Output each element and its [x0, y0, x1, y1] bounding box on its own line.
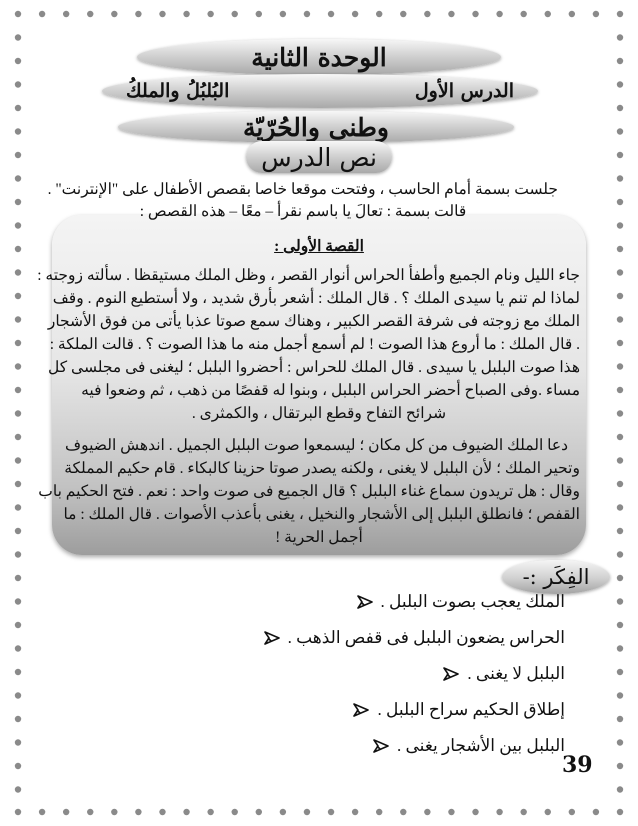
border-dot: [617, 11, 623, 17]
border-dot: [15, 528, 21, 534]
border-dot: [15, 410, 21, 416]
border-dot: [617, 622, 623, 628]
border-dot: [569, 11, 575, 17]
border-dot: [617, 786, 623, 792]
border-dot: [328, 11, 334, 17]
arrow-check-icon: [373, 738, 389, 754]
border-dot: [617, 363, 623, 369]
border-dot: [545, 11, 551, 17]
border-dot: [617, 105, 623, 111]
border-dot: [15, 105, 21, 111]
border-dot: [111, 809, 117, 815]
border-dot: [617, 739, 623, 745]
border-dot: [617, 716, 623, 722]
border-dot: [15, 669, 21, 675]
border-dot: [472, 809, 478, 815]
border-dot: [448, 809, 454, 815]
idea-item: [264, 628, 565, 648]
story-line: . قال الملك : ما أروع هذا الصوت ! لم أسمع أجمل منه ما هذا الصوت ؟ . قالت الملكة :: [49, 336, 580, 353]
lesson-banner: [102, 74, 538, 108]
border-dot: [207, 809, 213, 815]
story-line: القفص ؛ فانطلق البلبل إلى الأشجار والنخيل ، يغنى بأعذب الأصوات . قال الملك : ما: [63, 506, 580, 523]
border-dot: [424, 809, 430, 815]
border-dot: [15, 575, 21, 581]
border-dot: [545, 809, 551, 815]
border-dot: [15, 692, 21, 698]
border-dot: [15, 739, 21, 745]
border-dot: [15, 58, 21, 64]
story-line: جاء الليل ونام الجميع وأطفأ الحراس أنوار القصر ، وظل الملك مستيقظا . سألته زوجته :: [37, 267, 580, 284]
story-heading: القصة الأولى :: [274, 238, 364, 255]
border-dot: [87, 11, 93, 17]
border-dot: [617, 34, 623, 40]
border-dot: [304, 809, 310, 815]
border-dot: [617, 316, 623, 322]
border-dot: [472, 11, 478, 17]
border-dot: [617, 692, 623, 698]
border-dot: [400, 809, 406, 815]
lesson-name: البُلبُلُ والملكُ: [126, 80, 230, 102]
border-dot: [63, 11, 69, 17]
idea-text: الحراس يضعون البلبل فى قفص الذهب .: [287, 628, 565, 647]
border-dot: [15, 551, 21, 557]
border-dot: [15, 269, 21, 275]
border-dot: [617, 175, 623, 181]
story-line: الملك مع زوجته فى شرفة القصر الكبير ، وهناك سمع صوتا عذبا يأتى من فوق الأشجار: [47, 313, 580, 330]
border-dot: [496, 809, 502, 815]
arrow-check-icon: [264, 630, 280, 646]
arrow-check-icon: [353, 702, 369, 718]
border-dot: [15, 763, 21, 769]
intro-line-2: قالت بسمة : تعالَ يا باسم نقرأ – معًا – هذه القصص :: [139, 203, 467, 220]
border-dot: [617, 598, 623, 604]
border-dot: [617, 293, 623, 299]
border-dot: [207, 11, 213, 17]
border-dot: [617, 551, 623, 557]
border-dot: [617, 199, 623, 205]
border-dot: [617, 457, 623, 463]
border-dot: [617, 387, 623, 393]
border-dot: [352, 11, 358, 17]
story-line: وتحير الملك ؛ لأن البلبل لا يغنى ، ولكنه يصدر صوتا حزينا كالبكاء . قام حكيم المملكة: [64, 460, 580, 477]
border-dot: [15, 152, 21, 158]
border-dot: [256, 809, 262, 815]
border-dot: [15, 175, 21, 181]
border-dot: [15, 222, 21, 228]
border-dot: [15, 457, 21, 463]
border-dot: [520, 809, 526, 815]
border-dot: [15, 199, 21, 205]
border-dot: [617, 669, 623, 675]
border-dot: [617, 340, 623, 346]
border-dot: [232, 11, 238, 17]
border-dot: [15, 598, 21, 604]
border-dot: [15, 786, 21, 792]
border-dot: [617, 410, 623, 416]
idea-item: [357, 592, 565, 612]
border-dot: [520, 11, 526, 17]
border-dot: [15, 293, 21, 299]
border-dot: [15, 434, 21, 440]
ideas-title: [502, 560, 610, 594]
border-dot: [424, 11, 430, 17]
border-dot: [328, 809, 334, 815]
story-line: وقال : هل تريدون سماع غناء البلبل ؟ قال الجميع فى صوت واحد : نعم . فتح الحكيم باب: [38, 483, 580, 500]
idea-text: البلبل بين الأشجار يغنى .: [397, 736, 565, 755]
border-dot: [617, 269, 623, 275]
idea-text: الملك يعجب بصوت البلبل .: [380, 592, 565, 611]
border-dot: [448, 11, 454, 17]
border-dot: [183, 809, 189, 815]
border-dot: [496, 11, 502, 17]
border-dot: [617, 763, 623, 769]
story-line: مساء .وفى الصباح أحضر الحراس البلبل ، وبنوا له قفصًا من ذهب ، ثم وضعوا فيه: [81, 382, 580, 399]
border-dot: [111, 11, 117, 17]
border-dot: [617, 81, 623, 87]
border-dot: [15, 481, 21, 487]
idea-item: [373, 736, 565, 756]
border-dot: [617, 481, 623, 487]
border-dot: [617, 58, 623, 64]
border-dot: [617, 434, 623, 440]
idea-item: [443, 664, 565, 684]
border-dot: [15, 316, 21, 322]
border-dot: [15, 363, 21, 369]
border-dot: [15, 387, 21, 393]
story-line: أجمل الحرية !: [275, 529, 363, 546]
arrow-check-icon: [357, 594, 373, 610]
border-dot: [280, 11, 286, 17]
border-dot: [617, 222, 623, 228]
border-dot: [304, 11, 310, 17]
idea-item: [353, 700, 565, 720]
border-dot: [39, 809, 45, 815]
intro-line-1: جلست بسمة أمام الحاسب ، وفتحت موقعا خاصا بقصص الأطفال على "الإنترنت" .: [47, 181, 558, 198]
border-dot: [569, 809, 575, 815]
border-dot: [593, 11, 599, 17]
page-number: 39: [562, 752, 593, 778]
border-dot: [352, 809, 358, 815]
border-dot: [617, 575, 623, 581]
border-dot: [617, 528, 623, 534]
border-dot: [280, 809, 286, 815]
border-dot: [15, 622, 21, 628]
border-dot: [376, 809, 382, 815]
arrow-check-icon: [443, 666, 459, 682]
border-dot: [135, 809, 141, 815]
unit-title-banner: [137, 39, 501, 75]
border-dot: [15, 716, 21, 722]
story-line: هذا صوت البلبل يا سيدى . قال الملك للحراس : أحضروا البلبل ؛ ليغنى فى مجلسى كل: [48, 359, 580, 376]
story-line: دعا الملك الضيوف من كل مكان ؛ ليسمعوا صوت البلبل الجميل . اندهش الضيوف: [65, 437, 568, 454]
border-dot: [232, 809, 238, 815]
idea-text: إطلاق الحكيم سراح البلبل .: [377, 700, 565, 719]
border-dot: [15, 81, 21, 87]
border-dot: [617, 128, 623, 134]
border-dot: [15, 340, 21, 346]
border-dot: [15, 645, 21, 651]
border-dot: [617, 504, 623, 510]
unit-title: الوحدة الثانية: [251, 42, 387, 72]
border-dot: [15, 11, 21, 17]
story-line: شرائح التفاح وقطع البرتقال ، والكمثرى .: [191, 405, 447, 422]
border-dot: [617, 809, 623, 815]
border-dot: [376, 11, 382, 17]
border-dot: [400, 11, 406, 17]
border-dot: [256, 11, 262, 17]
border-dot: [617, 645, 623, 651]
border-dot: [135, 11, 141, 17]
border-dot: [15, 504, 21, 510]
section-title: نص الدرس: [261, 142, 377, 172]
theme-banner: [118, 111, 514, 143]
border-dot: [159, 809, 165, 815]
border-dot: [159, 11, 165, 17]
story-line: لماذا لم تنم يا سيدى الملك ؟ . قال الملك : أشعر بأرق شديد ، ولا أستطيع النوم . وقف: [52, 290, 580, 307]
border-dot: [15, 34, 21, 40]
border-dot: [87, 809, 93, 815]
section-banner: [246, 141, 392, 173]
border-dot: [617, 152, 623, 158]
ideas-title-text: الفِكَر :-: [522, 565, 590, 589]
border-dot: [63, 809, 69, 815]
idea-text: البلبل لا يغنى .: [467, 664, 565, 683]
border-dot: [183, 11, 189, 17]
border-dot: [39, 11, 45, 17]
theme-title: وطنى والحُرّيّة: [243, 112, 389, 142]
border-dot: [15, 128, 21, 134]
border-dot: [15, 809, 21, 815]
lesson-number: الدرس الأول: [414, 80, 514, 102]
border-dot: [593, 809, 599, 815]
